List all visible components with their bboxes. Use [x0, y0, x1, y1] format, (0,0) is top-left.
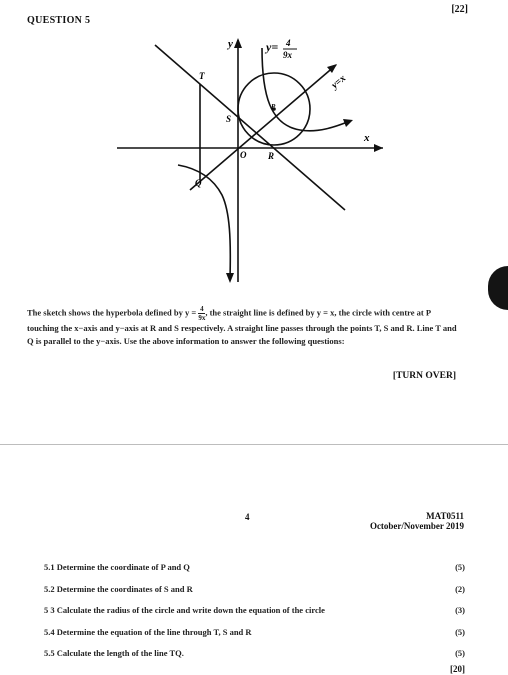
- line-y-equals-x: [190, 65, 336, 190]
- hyperbola-diagram: [0, 0, 508, 300]
- question-title: QUESTION 5: [27, 15, 91, 26]
- question-total-marks: [20]: [450, 664, 465, 674]
- question-marks: (2): [455, 584, 465, 594]
- y-axis-arrow: [234, 38, 242, 48]
- y-axis-label: y: [228, 38, 233, 50]
- question-description: [27, 305, 457, 348]
- point-t-label: T: [199, 71, 205, 81]
- fraction-denominator: 9x: [198, 314, 206, 322]
- hyperbola-branch-q3: [178, 165, 230, 278]
- turn-over-note: [TURN OVER]: [392, 371, 456, 381]
- description-part2: , the straight line is defined by y = x, the circle with centre at P touching the x−axis and y−axis at R and S respectively. A straight line passes through the points T, S and R. Line T and Q is parallel to the y−axis. Use the above information to answer the following questions:: [27, 307, 457, 346]
- question-text: 5.4 Determine the equation of the line through T, S and R: [44, 627, 252, 637]
- point-r-label: R: [268, 151, 275, 161]
- question-marks: (3): [455, 605, 465, 615]
- question-text: 5.2 Determine the coordinates of S and R: [44, 584, 193, 594]
- hyperbola-branch-q1-arrow: [343, 119, 353, 127]
- question-marks: (5): [455, 648, 465, 658]
- hyperbola-label-prefix: y=: [266, 40, 279, 54]
- question-marks: (5): [455, 562, 465, 572]
- x-axis-label: x: [364, 132, 370, 144]
- fraction-numerator: 4: [200, 305, 204, 313]
- page-divider: [0, 444, 508, 445]
- question-marks: (5): [455, 627, 465, 637]
- question-text: 5.5 Calculate the length of the line TQ.: [44, 648, 184, 658]
- page-number: 4: [245, 512, 250, 522]
- exam-session: October/November 2019: [369, 521, 464, 531]
- point-p-label: P: [271, 103, 276, 111]
- total-marks: [22]: [451, 4, 468, 15]
- course-header: [370, 511, 464, 531]
- point-s-label: S: [226, 114, 232, 124]
- hyperbola-label-num: 4: [286, 38, 291, 48]
- point-o-label: O: [240, 150, 247, 160]
- question-text: 5.1 Determine the coordinate of P and Q: [44, 562, 190, 572]
- hyperbola-branch-q3-arrow: [226, 273, 234, 283]
- hyperbola-label-den: 9x: [283, 50, 292, 60]
- description-part1: The sketch shows the hyperbola defined by y =: [27, 307, 197, 318]
- course-code: MAT0511: [426, 511, 464, 521]
- point-q-label: Q: [195, 178, 202, 188]
- line-tsr: [155, 45, 345, 210]
- question-text: 5 3 Calculate the radius of the circle and write down the equation of the circle: [44, 605, 325, 615]
- x-axis-arrow: [374, 144, 383, 152]
- line-label: y=x: [329, 72, 349, 92]
